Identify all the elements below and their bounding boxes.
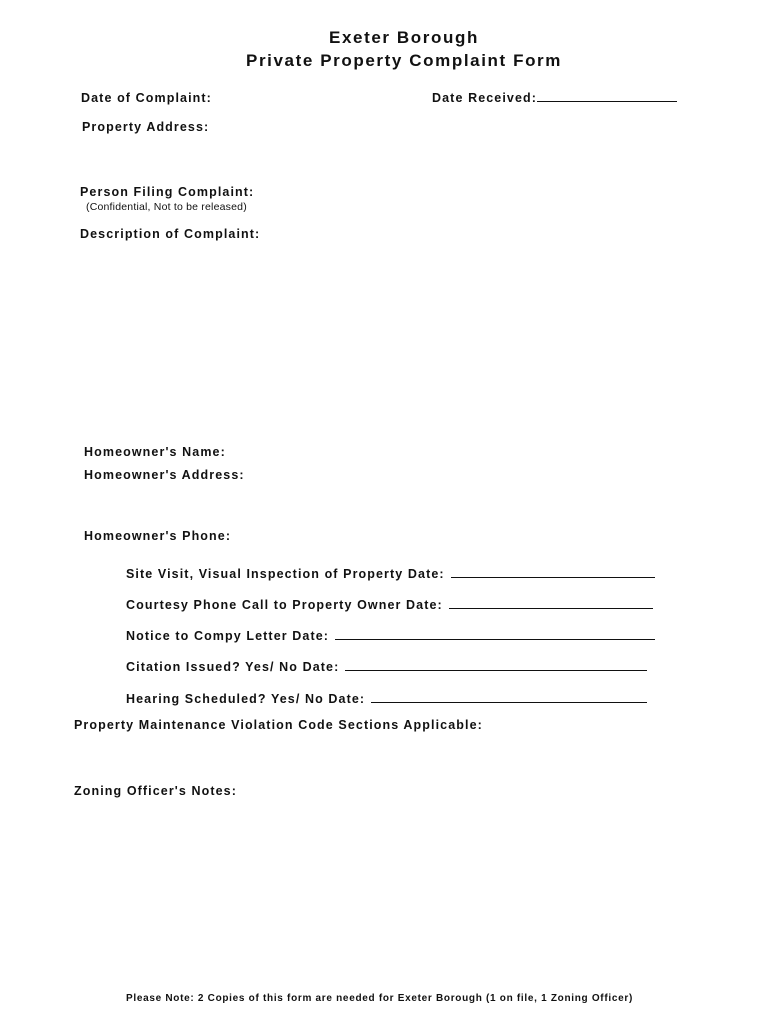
zoning-notes-label: Zoning Officer's Notes: bbox=[74, 784, 238, 798]
date-received-label: Date Received: bbox=[432, 91, 538, 105]
site-visit-label: Site Visit, Visual Inspection of Property Date: bbox=[126, 567, 445, 581]
form-title: Private Property Complaint Form bbox=[246, 51, 562, 70]
site-visit-line[interactable] bbox=[451, 567, 655, 578]
person-filing-label: Person Filing Complaint: bbox=[80, 185, 255, 199]
site-visit-field bbox=[126, 567, 655, 581]
form-org-title: Exeter Borough bbox=[329, 28, 479, 47]
citation-field bbox=[126, 660, 647, 674]
hearing-label: Hearing Scheduled? Yes/ No Date: bbox=[126, 692, 366, 706]
notice-letter-line[interactable] bbox=[335, 629, 655, 640]
courtesy-call-label: Courtesy Phone Call to Property Owner Date: bbox=[126, 598, 443, 612]
date-of-complaint-label: Date of Complaint: bbox=[81, 91, 212, 105]
hearing-field bbox=[126, 692, 647, 706]
footer-note: Please Note: 2 Copies of this form are needed for Exeter Borough (1 on file, 1 Zoning Officer) bbox=[126, 993, 633, 1004]
notice-letter-label: Notice to Compy Letter Date: bbox=[126, 629, 330, 643]
homeowner-address-label: Homeowner's Address: bbox=[84, 468, 245, 482]
date-received-line[interactable] bbox=[537, 91, 677, 102]
homeowner-name-label: Homeowner's Name: bbox=[84, 445, 226, 459]
citation-line[interactable] bbox=[345, 660, 647, 671]
property-address-label: Property Address: bbox=[82, 120, 210, 134]
date-received-field bbox=[432, 91, 677, 105]
description-label: Description of Complaint: bbox=[80, 227, 261, 241]
citation-label: Citation Issued? Yes/ No Date: bbox=[126, 660, 340, 674]
courtesy-call-field bbox=[126, 598, 653, 612]
confidential-note: (Confidential, Not to be released) bbox=[86, 201, 247, 213]
code-sections-label: Property Maintenance Violation Code Sections Applicable: bbox=[74, 718, 483, 732]
notice-letter-field bbox=[126, 629, 655, 643]
hearing-line[interactable] bbox=[371, 692, 647, 703]
homeowner-phone-label: Homeowner's Phone: bbox=[84, 529, 232, 543]
courtesy-call-line[interactable] bbox=[449, 598, 653, 609]
